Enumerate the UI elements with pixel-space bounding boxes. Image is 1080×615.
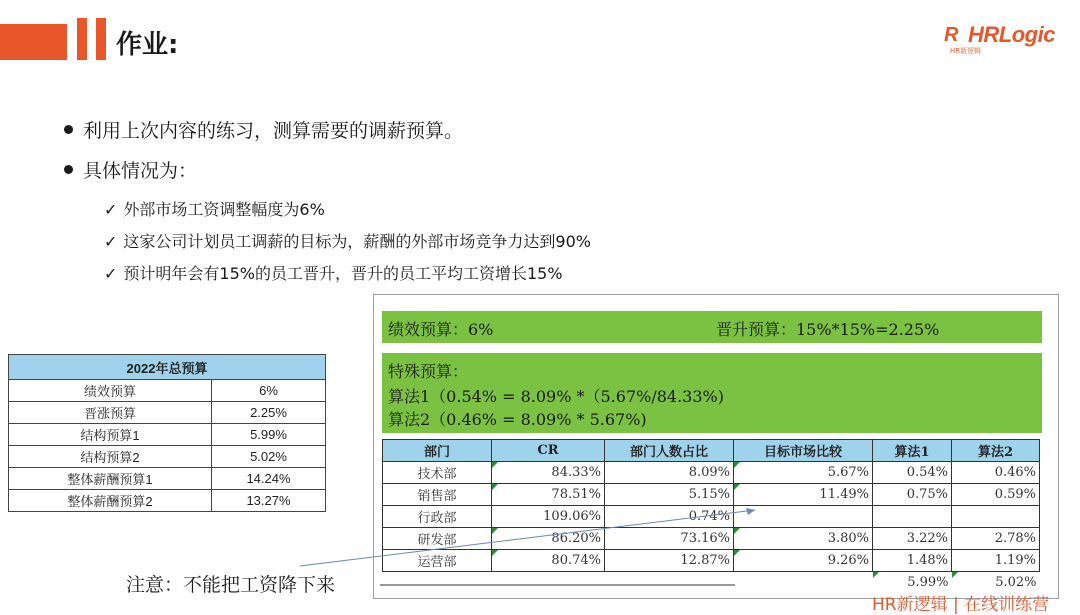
perf-budget-text: 绩效预算：6% bbox=[388, 320, 494, 339]
col-header: 部门人数占比 bbox=[605, 440, 734, 462]
budget-value: 14.24% bbox=[212, 468, 326, 490]
cell-m2: 0.59% bbox=[952, 484, 1040, 506]
cell-dept: 技术部 bbox=[383, 462, 492, 484]
bullet-text: 具体情况为： bbox=[83, 160, 198, 182]
cell-share: 5.15% bbox=[605, 484, 734, 506]
logo-mark: R bbox=[944, 24, 959, 46]
cell-m1: 3.22% bbox=[873, 528, 952, 550]
annotation-arrow-line bbox=[300, 510, 755, 566]
cell-share: 8.09% bbox=[605, 462, 734, 484]
cell-cr: 86.20% bbox=[492, 528, 605, 550]
cell-m2: 0.46% bbox=[952, 462, 1040, 484]
checkmark-icon: ✓ bbox=[104, 232, 118, 251]
budget-value: 6% bbox=[212, 380, 326, 402]
annotation-arrowhead bbox=[746, 508, 755, 515]
cell-dept: 研发部 bbox=[383, 528, 492, 550]
cell-dept: 行政部 bbox=[383, 506, 492, 528]
cell-m2: 1.19% bbox=[952, 550, 1040, 572]
check-text: 外部市场工资调整幅度为6% bbox=[123, 200, 325, 219]
col-header: 算法1 bbox=[873, 440, 952, 462]
budget-label: 结构预算2 bbox=[9, 446, 212, 468]
checkmark-icon: ✓ bbox=[104, 200, 118, 219]
bullet-text: 利用上次内容的练习，测算需要的调薪预算。 bbox=[83, 120, 464, 142]
cell-total-m1: 5.99% bbox=[873, 572, 952, 594]
budget-label: 绩效预算 bbox=[9, 380, 212, 402]
cell-dept: 销售部 bbox=[383, 484, 492, 506]
budget-value: 5.99% bbox=[212, 424, 326, 446]
logo-text: HRLogic bbox=[968, 22, 1055, 47]
col-header: 算法2 bbox=[952, 440, 1040, 462]
method2-text: 算法2（0.46% = 8.09% * 5.67%) bbox=[388, 410, 647, 429]
cell-share: 0.74% bbox=[605, 506, 734, 528]
cell-cr: 84.33% bbox=[492, 462, 605, 484]
note-text: 注意：不能把工资降下来 bbox=[126, 574, 336, 596]
footer-text: HR新逻辑 | 在线训练营 bbox=[872, 595, 1050, 615]
check-text: 预计明年会有15%的员工晋升，晋升的员工平均工资增长15% bbox=[123, 264, 563, 283]
budget-label: 晋涨预算 bbox=[9, 402, 212, 424]
cell-total-m2: 5.02% bbox=[952, 572, 1040, 594]
cell-m1: 0.75% bbox=[873, 484, 952, 506]
budget-value: 5.02% bbox=[212, 446, 326, 468]
col-header: CR bbox=[492, 440, 605, 462]
logo-subtitle: HR新逻辑 bbox=[950, 47, 982, 55]
cell-market: 5.67% bbox=[734, 462, 873, 484]
budget-value: 2.25% bbox=[212, 402, 326, 424]
col-header: 目标市场比较 bbox=[734, 440, 873, 462]
special-title: 特殊预算： bbox=[388, 362, 469, 381]
cell-m1: 0.54% bbox=[873, 462, 952, 484]
budget-label: 整体薪酬预算2 bbox=[9, 490, 212, 512]
col-header: 部门 bbox=[383, 440, 492, 462]
cell-market: 11.49% bbox=[734, 484, 873, 506]
page-title: 作业: bbox=[116, 30, 179, 60]
budget-label: 整体薪酬预算1 bbox=[9, 468, 212, 490]
budget-table-title: 2022年总预算 bbox=[9, 355, 326, 380]
budget-label: 结构预算1 bbox=[9, 424, 212, 446]
cell-cr: 109.06% bbox=[492, 506, 605, 528]
check-text: 这家公司计划员工调薪的目标为，薪酬的外部市场竞争力达到90% bbox=[123, 232, 591, 251]
cell-market: 9.26% bbox=[734, 550, 873, 572]
budget-value: 13.27% bbox=[212, 490, 326, 512]
promo-budget-text: 晋升预算：15%*15%=2.25% bbox=[716, 320, 940, 339]
cell-cr: 80.74% bbox=[492, 550, 605, 572]
cell-share: 12.87% bbox=[605, 550, 734, 572]
cell-dept: 运营部 bbox=[383, 550, 492, 572]
cell-m2: 2.78% bbox=[952, 528, 1040, 550]
cell-share: 73.16% bbox=[605, 528, 734, 550]
cell-cr: 78.51% bbox=[492, 484, 605, 506]
checkmark-icon: ✓ bbox=[104, 264, 118, 283]
method1-text: 算法1（0.54% = 8.09% *（5.67%/84.33%) bbox=[388, 387, 724, 406]
cell-market: 3.80% bbox=[734, 528, 873, 550]
cell-m1: 1.48% bbox=[873, 550, 952, 572]
